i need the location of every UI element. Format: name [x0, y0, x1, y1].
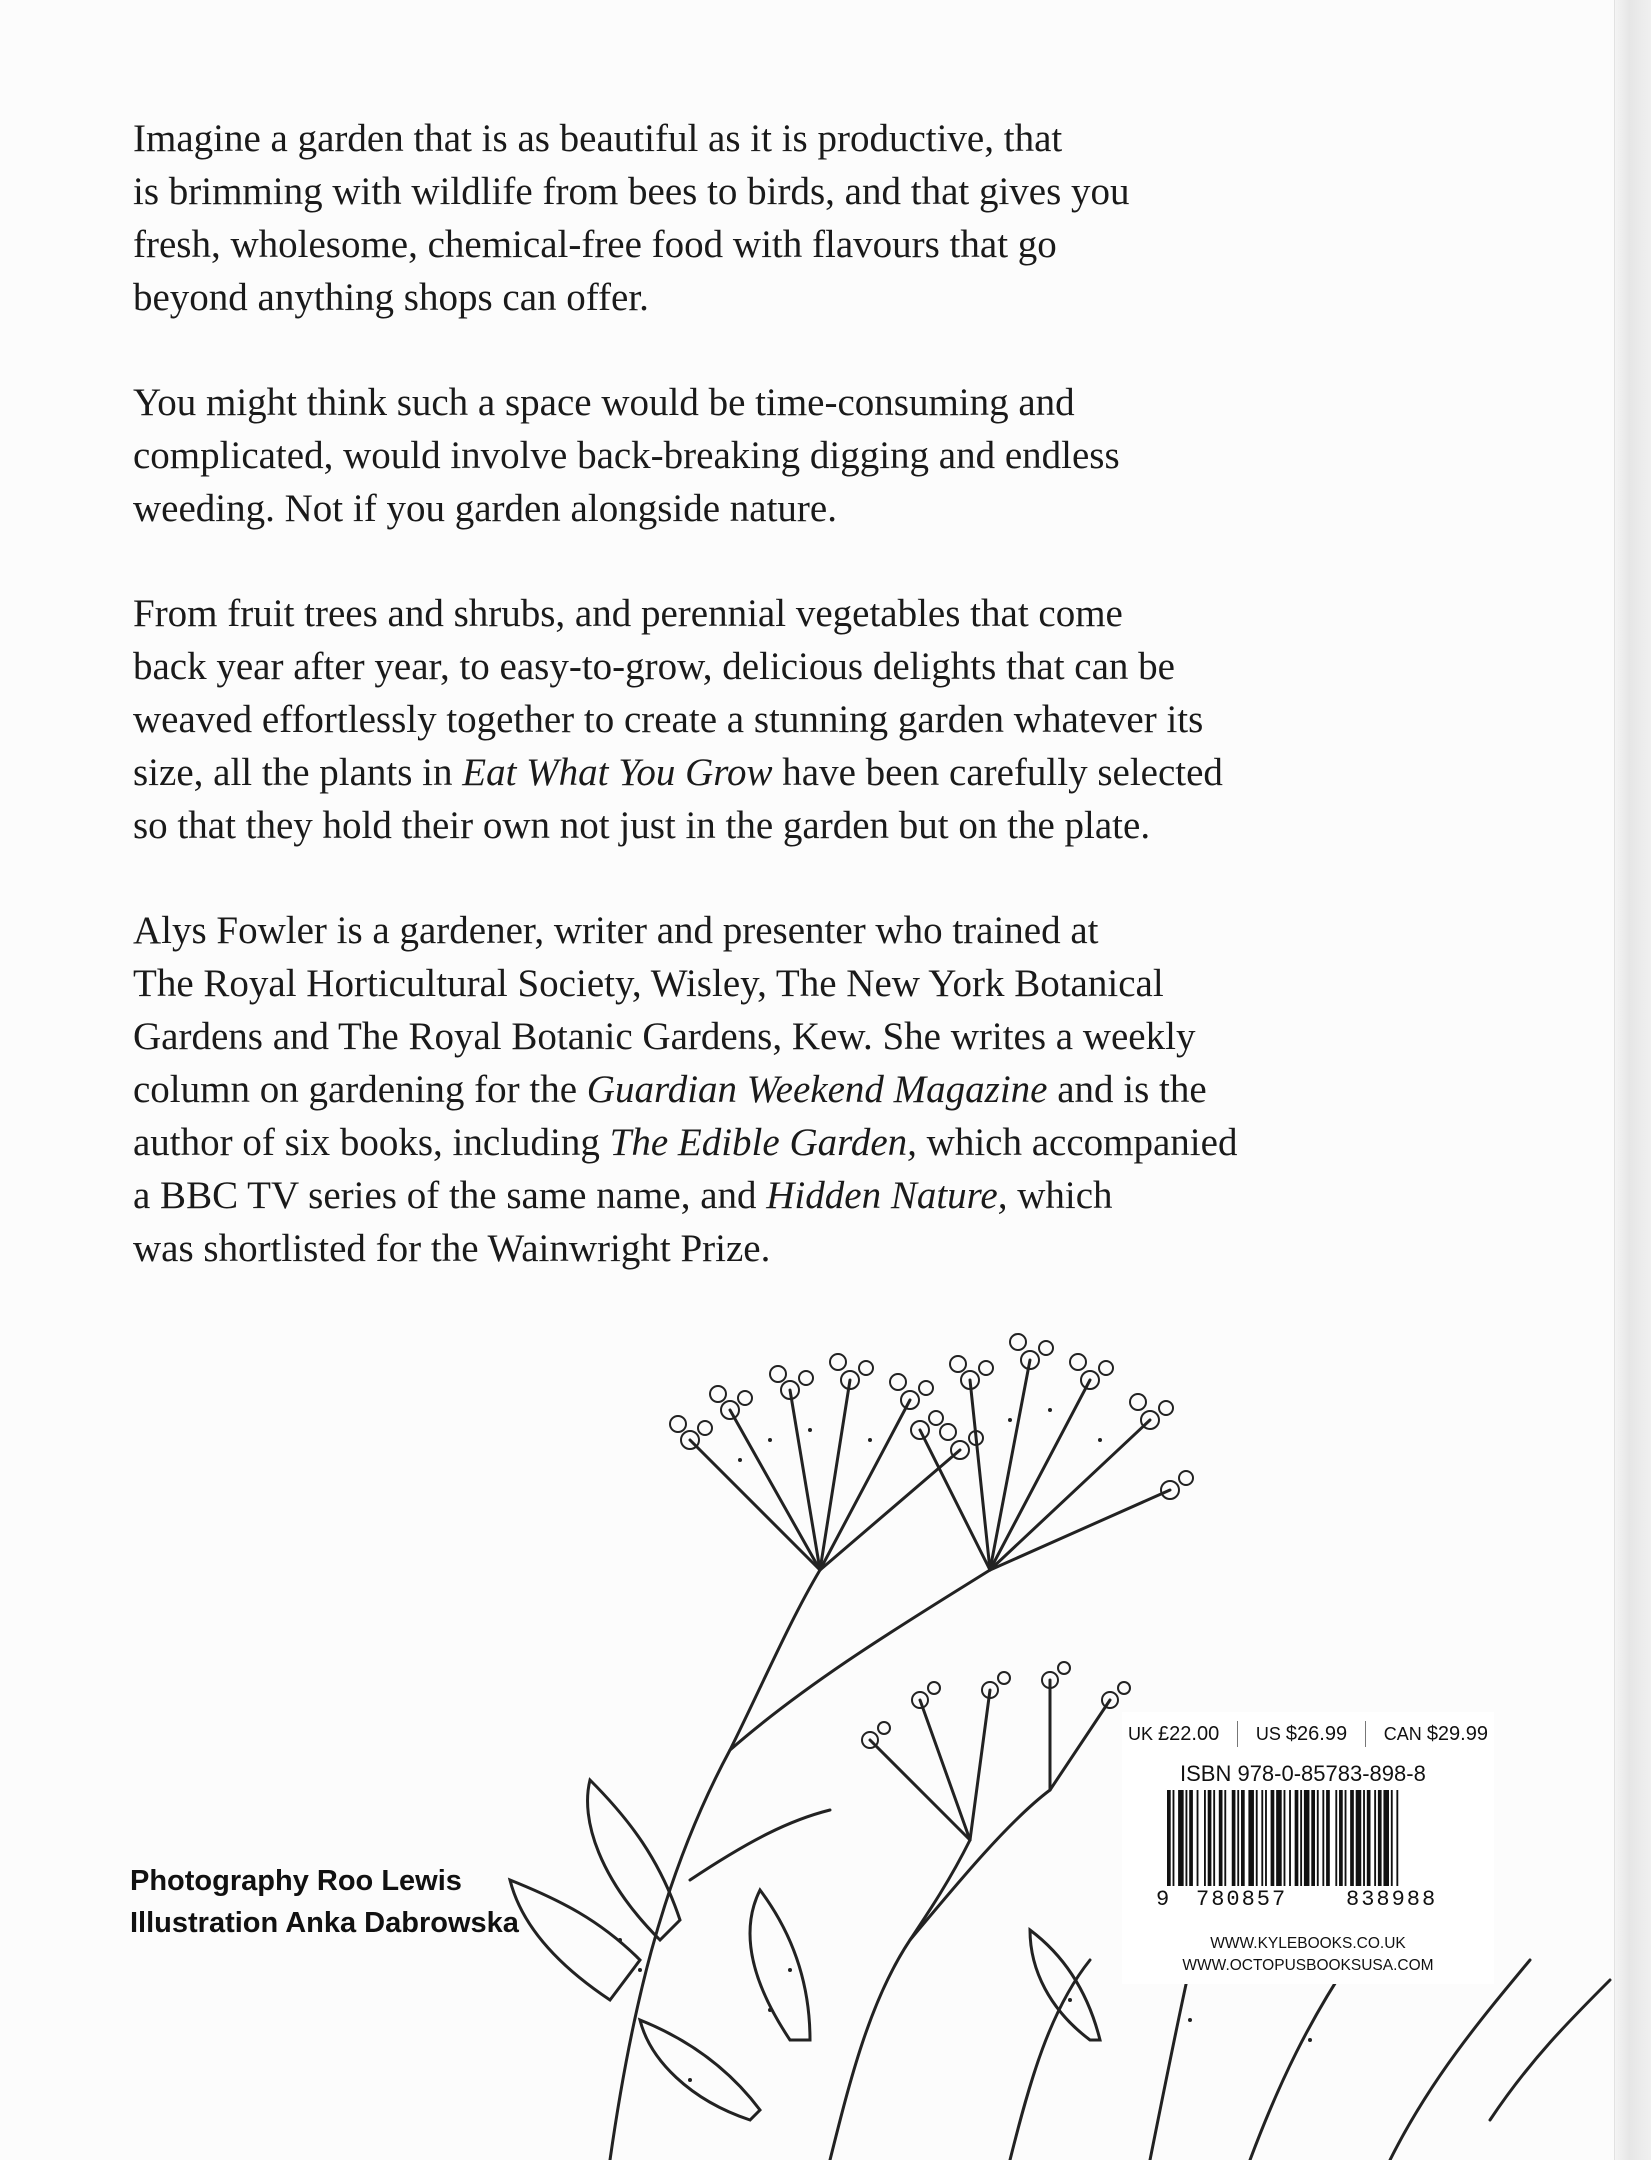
- barcode-bar: [1213, 1790, 1215, 1886]
- text-line: fresh, wholesome, chemical-free food with flavours that go: [133, 223, 1057, 266]
- publication-title: Guardian Weekend Magazine: [586, 1068, 1048, 1111]
- text-run: and is the: [1047, 1068, 1207, 1111]
- barcode-bar: [1265, 1790, 1267, 1886]
- text-line: [133, 1169, 1433, 1222]
- barcode-bar: [1289, 1790, 1291, 1886]
- price-uk: [1128, 1723, 1219, 1746]
- barcode-bar: [1241, 1790, 1245, 1886]
- barcode-bar: [1178, 1790, 1184, 1886]
- barcode-bar: [1356, 1790, 1362, 1886]
- barcode-bar: [1304, 1790, 1310, 1886]
- text-line: The Royal Horticultural Society, Wisley, The New York Botanical: [133, 962, 1164, 1005]
- text-line: is brimming with wildlife from bees to birds, and that gives you: [133, 170, 1130, 213]
- blurb-paragraph-3: [133, 587, 1433, 852]
- barcode-bar: [1374, 1790, 1376, 1886]
- divider: [1365, 1721, 1366, 1747]
- text-line: back year after year, to easy-to-grow, delicious delights that can be: [133, 645, 1175, 688]
- currency-label: US: [1255, 1723, 1281, 1744]
- text-line: beyond anything shops can offer.: [133, 276, 649, 319]
- barcode-bar: [1383, 1790, 1389, 1886]
- barcode-bar: [1276, 1790, 1282, 1886]
- text-line: From fruit trees and shrubs, and perennial vegetables that come: [133, 592, 1123, 635]
- barcode-bar: [1173, 1790, 1175, 1886]
- barcode-bar: [1256, 1790, 1258, 1886]
- price-value: $29.99: [1426, 1722, 1488, 1745]
- barcode-bar: [1326, 1790, 1330, 1886]
- price-value: £22.00: [1158, 1722, 1220, 1745]
- barcode-lead-digit: 9: [1156, 1887, 1172, 1912]
- isbn-label: ISBN 978-0-85783-898-8: [1180, 1761, 1426, 1786]
- barcode-bar: [1367, 1790, 1371, 1886]
- flower-cluster: [911, 1334, 1193, 1499]
- illustration-credit: Illustration Anka Dabrowska: [130, 1907, 519, 1939]
- divider: [1237, 1721, 1238, 1747]
- text-run: have been carefully selected: [772, 751, 1223, 794]
- text-line: [133, 1063, 1433, 1116]
- barcode-bar: [1167, 1790, 1171, 1886]
- price-can: [1384, 1723, 1488, 1746]
- credits: [130, 1860, 519, 1944]
- barcode-bar: [1317, 1790, 1319, 1886]
- text-line: complicated, would involve back-breaking digging and endless: [133, 434, 1120, 477]
- barcode-bar: [1208, 1790, 1212, 1886]
- barcode-bar: [1224, 1790, 1226, 1886]
- barcode-bar: [1189, 1790, 1193, 1886]
- barcode-bar: [1204, 1790, 1206, 1886]
- publisher-urls: [1122, 1933, 1494, 1977]
- barcode-bar: [1311, 1790, 1315, 1886]
- text-run: a BBC TV series of the same name, and: [133, 1174, 767, 1217]
- barcode-bar: [1363, 1790, 1365, 1886]
- text-line: Imagine a garden that is as beautiful as it is productive, that: [133, 117, 1063, 160]
- flower-cluster: [862, 1662, 1130, 1748]
- barcode-bar: [1232, 1790, 1236, 1886]
- text-line: Alys Fowler is a gardener, writer and presenter who trained at: [133, 909, 1099, 952]
- currency-label: CAN: [1383, 1723, 1422, 1744]
- barcode-bar: [1345, 1790, 1347, 1886]
- blurb-text: [133, 112, 1433, 1327]
- text-line: so that they hold their own not just in the garden but on the plate.: [133, 804, 1151, 847]
- barcode-bar: [1378, 1790, 1382, 1886]
- barcode-bar: [1300, 1790, 1302, 1886]
- barcode-bar: [1186, 1790, 1188, 1886]
- blurb-paragraph-2: [133, 376, 1433, 535]
- barcode: [1163, 1790, 1483, 1886]
- text-run: size, all the plants in: [133, 751, 463, 794]
- barcode-bar: [1335, 1790, 1337, 1886]
- text-line: [133, 1116, 1433, 1169]
- barcode-bar: [1261, 1790, 1263, 1886]
- flower-cluster: [670, 1354, 983, 1459]
- book-title: The Edible Garden,: [609, 1121, 917, 1164]
- barcode-digits-right: 838988: [1346, 1887, 1438, 1912]
- text-line: [133, 746, 1433, 799]
- barcode-bar: [1237, 1790, 1239, 1886]
- text-line: weeding. Not if you garden alongside nature.: [133, 487, 837, 530]
- barcode-bar: [1339, 1790, 1343, 1886]
- text-line: You might think such a space would be time-consuming and: [133, 381, 1075, 424]
- url-kyle: WWW.KYLEBOOKS.CO.UK: [1210, 1935, 1406, 1952]
- text-run: which: [1007, 1174, 1113, 1217]
- photography-credit: Photography Roo Lewis: [130, 1865, 462, 1897]
- text-run: column on gardening for the: [133, 1068, 587, 1111]
- blurb-paragraph-1: [133, 112, 1433, 324]
- url-octopus: WWW.OCTOPUSBOOKSUSA.COM: [1182, 1957, 1434, 1974]
- text-run: author of six books, including: [133, 1121, 610, 1164]
- barcode-bar: [1197, 1790, 1199, 1886]
- text-line: was shortlisted for the Wainwright Prize.: [133, 1227, 771, 1270]
- book-title: Hidden Nature,: [766, 1174, 1008, 1217]
- barcode-bar: [1219, 1790, 1223, 1886]
- barcode-bar: [1391, 1790, 1393, 1886]
- price-strip: [1122, 1712, 1494, 1756]
- price-us: [1256, 1723, 1347, 1746]
- barcode-bar: [1322, 1790, 1324, 1886]
- barcode-digits-left: 780857: [1196, 1887, 1288, 1912]
- text-line: weaved effortlessly together to create a stunning garden whatever its: [133, 698, 1204, 741]
- text-run: which accompanied: [916, 1121, 1238, 1164]
- barcode-bar: [1248, 1790, 1254, 1886]
- barcode-bar: [1271, 1790, 1275, 1886]
- text-line: Gardens and The Royal Botanic Gardens, Kew. She writes a weekly: [133, 1015, 1196, 1058]
- barcode-bar: [1295, 1790, 1299, 1886]
- book-title: Eat What You Grow: [462, 751, 773, 794]
- author-bio: [133, 904, 1433, 1275]
- price-value: $26.99: [1285, 1722, 1348, 1745]
- barcode-bar: [1396, 1790, 1398, 1886]
- barcode-bar: [1350, 1790, 1354, 1886]
- barcode-bar: [1284, 1790, 1286, 1886]
- currency-label: UK: [1128, 1723, 1154, 1744]
